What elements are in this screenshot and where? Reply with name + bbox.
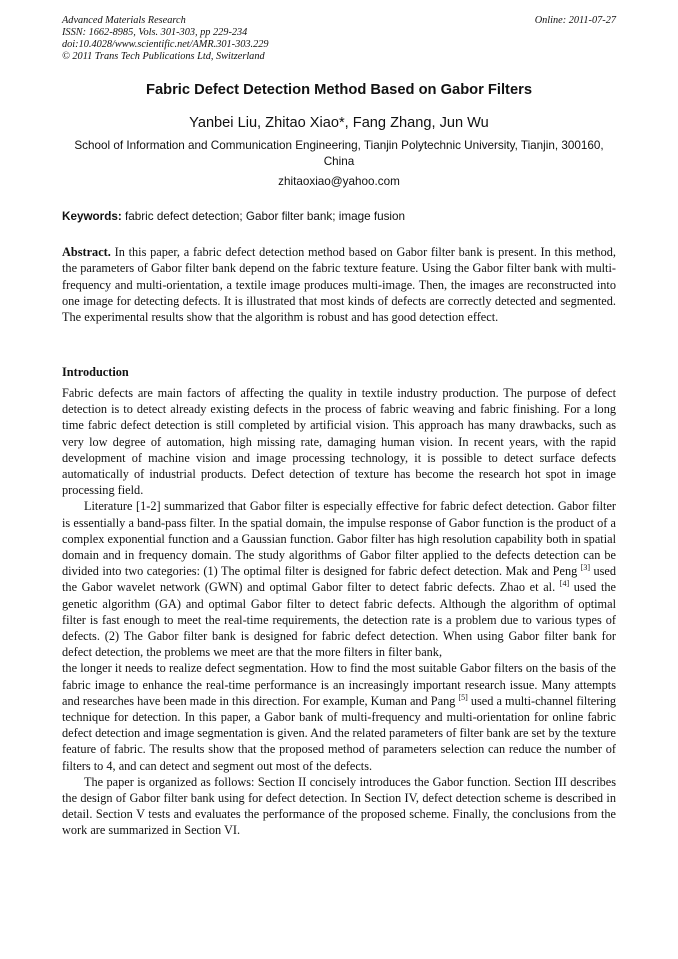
intro-p2-part-c: used the genetic algorithm (GA) and optimal Gabor filter to detect fabric defects. Although the algorithm of optimal filter is fast enough to meet the real-time requirements, the detection rate is a problem due to various types of defects. (2) The Gabor filter bank is designed for fabric defect detection. When using Gabor filter bank for defect detection, the problems we meet are that the more filters in filter bank,	[62, 580, 616, 660]
intro-p2-part-b: used the Gabor wavelet network (GWN) and optimal Gabor filter to detect fabric defects. Zhao et al.	[62, 564, 617, 595]
author-affiliation: School of Information and Communication Engineering, Tianjin Polytechnic University, Tianjin, 300160, China	[74, 139, 604, 168]
online-date: Online: 2011-07-27	[534, 15, 616, 26]
abstract	[62, 244, 616, 325]
intro-paragraph-4: The paper is organized as follows: Section II concisely introduces the Gabor function. Section III describes the design of Gabor filter bank using for defect detection. In Section IV, defect detection scheme is described in detail. Section V tests and evaluates the performance of the proposed scheme. Finally, the conclusions from the work are summarized in Section VI.	[62, 774, 616, 838]
introduction-heading: Introduction	[62, 365, 129, 379]
intro-paragraph-2	[62, 498, 616, 660]
journal-header	[62, 15, 616, 63]
intro-p3-part-b: used a multi-channel filtering technique for detection. In this paper, a Gabor bank of multi-frequency and multi-orientation for online fabric defect detection and image segmentation is given. And the related parameters of filter bank are set by the texture feature of fabric. The results show that the proposed method of parameters selection can reduce the number of filters to 4, and can detect and segment out most of the defects.	[62, 693, 616, 773]
paper-title: Fabric Defect Detection Method Based on Gabor Filters	[145, 82, 533, 98]
intro-p2-part-a: Literature [1-2] summarized that Gabor filter is especially effective for fabric defect detection. Gabor filter is essentially a band-pass filter. In the spatial domain, the impulse response of Gabor function is the product of a complex exponential function and a Gaussian function. Gabor filter has high resolution capability both in spatial domain and in frequency domain. The study algorithms of Gabor filter applied to the defects detection can be divided into two categories: (1) The optimal filter is designed for fabric defect detection. Mak and Peng	[62, 499, 616, 579]
journal-copyright: © 2011 Trans Tech Publications Ltd, Switzerland	[62, 51, 265, 62]
introduction-body	[62, 385, 616, 839]
journal-doi: doi:10.4028/www.scientific.net/AMR.301-303.229	[62, 39, 269, 50]
keywords-label: Keywords:	[62, 210, 122, 223]
journal-name: Advanced Materials Research	[62, 15, 186, 26]
citation-5: [5]	[458, 692, 468, 702]
intro-p3-part-a: the longer it needs to realize defect segmentation. How to find the most suitable Gabor filters on the basis of the fabric image to enhance the real-time performance is an increasingly important research issue. Many attempts and researches have been made in this direction. For example, Kuman and Pang	[62, 661, 616, 708]
abstract-text: In this paper, a fabric defect detection method based on Gabor filter bank is present. In this method, the parameters of Gabor filter bank depend on the fabric texture feature. Using the Gabor filter bank with multi-frequency and multi-orientation, a textile image produces multi-image. Then, the images are reconstructed into one image for detecting defects. It is illustrated that most kinds of defects are correctly detected and segmented. The experimental results show that the algorithm is robust and has good detection effect.	[62, 245, 616, 325]
intro-paragraph-3	[62, 660, 616, 773]
author-email: zhitaoxiao@yahoo.com	[278, 175, 400, 188]
journal-issn: ISSN: 1662-8985, Vols. 301-303, pp 229-234	[62, 27, 248, 38]
citation-4: [4]	[559, 579, 570, 589]
keywords-text: fabric defect detection; Gabor filter bank; image fusion	[121, 210, 406, 223]
citation-3: [3]	[580, 563, 591, 573]
abstract-label: Abstract.	[62, 245, 111, 259]
keywords	[62, 209, 616, 225]
paper-authors: Yanbei Liu, Zhitao Xiao*, Fang Zhang, Jun Wu	[189, 115, 489, 131]
intro-paragraph-1: Fabric defects are main factors of affecting the quality in textile industry production. The purpose of defect detection is to detect already existing defects in the process of fabric weaving and fabric finishing. For a long time fabric defect detection is still completed by artificial vision. This approach has many drawbacks, such as very low degree of automation, high missing rate, damaging human vision. In recent years, with the rapid development of machine vision and image processing technology, it is possible to detect surface defects automatically of industrial products. Defect detection of texture has become the research hot spot in image processing field.	[62, 386, 616, 498]
